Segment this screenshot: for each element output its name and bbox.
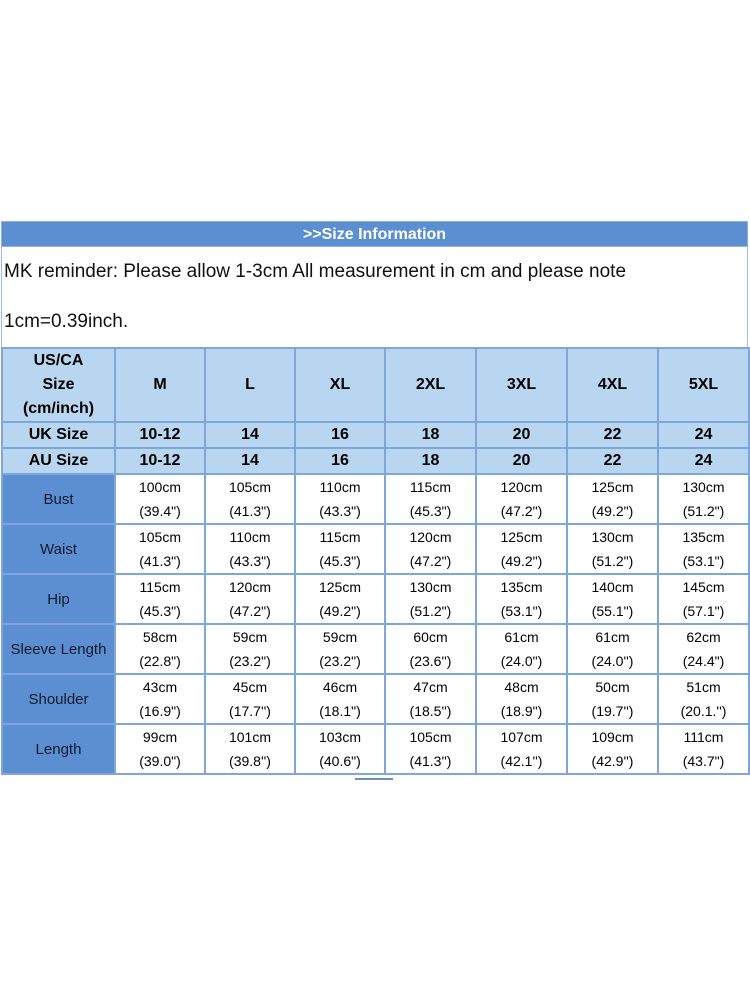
inch-value: (45.3") <box>409 503 452 519</box>
measurement-cell <box>115 724 205 774</box>
inch-value: (18.9") <box>500 703 543 719</box>
measurement-cell <box>295 474 385 524</box>
measurement-cell <box>385 524 476 574</box>
reminder-note <box>1 247 748 347</box>
cm-value: 145cm <box>682 579 725 595</box>
measurement-label: Waist <box>2 524 115 574</box>
cm-value: 105cm <box>138 529 182 545</box>
measurement-label: Hip <box>2 574 115 624</box>
cm-value: 105cm <box>228 479 272 495</box>
measurement-label: Sleeve Length <box>2 624 115 674</box>
measurement-cell <box>476 674 567 724</box>
header-label-line: Size <box>42 376 75 393</box>
size-header-cell: M <box>115 348 205 422</box>
au-size-row <box>2 448 749 474</box>
measurement-cell <box>658 524 749 574</box>
cm-value: 51cm <box>686 679 721 695</box>
cm-value: 111cm <box>683 729 724 745</box>
measurement-cell <box>567 524 658 574</box>
size-header-cell: 4XL <box>567 348 658 422</box>
inch-value: (17.7'') <box>229 703 271 719</box>
cm-value: 61cm <box>595 629 630 645</box>
inch-value: (41.3") <box>139 553 181 569</box>
inch-value: (43.3") <box>319 503 361 519</box>
inch-value: (20.1.'') <box>680 703 727 719</box>
cm-value: 103cm <box>318 729 362 745</box>
measurement-cell <box>385 574 476 624</box>
cm-value: 125cm <box>318 579 362 595</box>
size-table-body <box>2 348 749 774</box>
measurement-cell <box>205 574 295 624</box>
measurement-row <box>2 624 749 674</box>
inch-value: (19.7'') <box>591 703 634 719</box>
inch-value: (51.2") <box>591 553 634 569</box>
measurement-cell <box>476 474 567 524</box>
size-header-cell: XL <box>295 348 385 422</box>
cm-value: 46cm <box>322 679 358 695</box>
measurement-cell <box>295 674 385 724</box>
measurement-cell <box>476 724 567 774</box>
inch-value: (55.1") <box>591 603 634 619</box>
inch-value: (49.2") <box>319 603 361 619</box>
cm-value: 59cm <box>232 629 268 645</box>
size-header-cell: L <box>205 348 295 422</box>
inch-value: (41.3") <box>229 503 271 519</box>
cm-value: 115cm <box>139 579 181 595</box>
inch-value: (39.0") <box>139 753 181 769</box>
reminder-line-1: MK reminder: Please allow 1-3cm All measurement in cm and please note <box>4 261 627 282</box>
cm-value: 43cm <box>142 679 178 695</box>
measurement-cell <box>385 624 476 674</box>
inch-value: (24.4") <box>682 653 725 669</box>
size-header-cell: 2XL <box>385 348 476 422</box>
measurement-cell <box>476 524 567 574</box>
measurement-cell <box>567 474 658 524</box>
inch-value: (39.8'') <box>229 753 271 769</box>
uk-size-row-cell: 18 <box>385 422 476 448</box>
inch-value: (45.3") <box>319 553 361 569</box>
inch-value: (51.2") <box>409 603 452 619</box>
inch-value: (45.3") <box>139 603 181 619</box>
measurement-cell <box>205 724 295 774</box>
measurement-cell <box>115 674 205 724</box>
cm-value: 125cm <box>591 479 634 495</box>
inch-value: (47.2") <box>500 503 543 519</box>
measurement-cell <box>295 524 385 574</box>
cm-value: 47cm <box>413 679 448 695</box>
cm-value: 62cm <box>686 629 721 645</box>
inch-value: (49.2") <box>591 503 634 519</box>
measurement-cell <box>658 724 749 774</box>
measurement-cell <box>567 574 658 624</box>
inch-value: (49.2") <box>500 553 543 569</box>
uk-size-row-cell: 10-12 <box>115 422 205 448</box>
measurement-cell <box>115 524 205 574</box>
measurement-row <box>2 474 749 524</box>
cm-value: 120cm <box>500 479 543 495</box>
cm-value: 101cm <box>228 729 272 745</box>
inch-value: (18.1") <box>319 703 361 719</box>
size-info-title: >>Size Information <box>1 221 748 247</box>
inch-value: (16.9") <box>139 703 181 719</box>
cm-value: 99cm <box>142 729 178 745</box>
measurement-cell <box>476 574 567 624</box>
measurement-cell <box>385 674 476 724</box>
measurement-cell <box>567 674 658 724</box>
measurement-cell <box>476 624 567 674</box>
inch-value: (40.6") <box>319 753 361 769</box>
au-size-row-cell: 22 <box>567 448 658 474</box>
inch-value: (43.7") <box>682 753 725 769</box>
header-row <box>2 348 749 422</box>
size-header-cell: 5XL <box>658 348 749 422</box>
cm-value: 135cm <box>500 579 543 595</box>
measurement-cell <box>115 624 205 674</box>
cm-value: 61cm <box>504 629 539 645</box>
cm-value: 107cm <box>500 729 543 745</box>
inch-value: (47.2") <box>229 603 271 619</box>
inch-value: (53.1") <box>682 553 725 569</box>
cm-value: 115cm <box>410 479 451 495</box>
cm-value: 48cm <box>504 679 539 695</box>
measurement-cell <box>658 474 749 524</box>
cm-value: 135cm <box>682 529 725 545</box>
measurement-cell <box>295 624 385 674</box>
measurement-cell <box>205 524 295 574</box>
inch-value: (23.2") <box>319 653 361 669</box>
measurement-label: Shoulder <box>2 674 115 724</box>
cm-value: 100cm <box>138 479 182 495</box>
cm-value: 60cm <box>413 629 448 645</box>
cm-value: 105cm <box>409 729 452 745</box>
inch-value: (22.8") <box>139 653 181 669</box>
inch-value: (23.6'') <box>409 653 452 669</box>
inch-value: (41.3'') <box>409 753 452 769</box>
size-table <box>1 347 750 775</box>
inch-value: (18.5'') <box>409 703 452 719</box>
inch-value: (24.0'') <box>591 653 634 669</box>
inch-value: (57.1") <box>682 603 725 619</box>
measurement-cell <box>115 474 205 524</box>
inch-value: (24.0") <box>500 653 543 669</box>
measurement-cell <box>385 724 476 774</box>
uk-size-row-cell: 16 <box>295 422 385 448</box>
cm-value: 115cm <box>319 529 361 545</box>
uk-size-row-cell: 22 <box>567 422 658 448</box>
inch-value: (39.4") <box>139 503 181 519</box>
cm-value: 125cm <box>500 529 543 545</box>
measurement-cell <box>658 674 749 724</box>
au-size-row-cell: 24 <box>658 448 749 474</box>
size-header-cell: 3XL <box>476 348 567 422</box>
uk-size-row-cell: 14 <box>205 422 295 448</box>
measurement-cell <box>115 574 205 624</box>
au-size-row-cell: 10-12 <box>115 448 205 474</box>
inch-value: (23.2") <box>229 653 271 669</box>
measurement-label: Bust <box>2 474 115 524</box>
measurement-cell <box>658 574 749 624</box>
inch-value: (43.3") <box>229 553 271 569</box>
cm-value: 120cm <box>409 529 452 545</box>
cm-value: 130cm <box>682 479 725 495</box>
measurement-row <box>2 674 749 724</box>
header-label <box>2 348 115 422</box>
size-chart <box>1 221 748 775</box>
uk-size-row-cell: 20 <box>476 422 567 448</box>
measurement-cell <box>205 674 295 724</box>
au-size-row-cell: 16 <box>295 448 385 474</box>
header-label-line: (cm/inch) <box>22 400 95 417</box>
cm-value: 109cm <box>591 729 634 745</box>
measurement-cell <box>385 474 476 524</box>
divider-mark <box>355 778 393 780</box>
cm-value: 130cm <box>409 579 452 595</box>
au-size-row-cell: 20 <box>476 448 567 474</box>
uk-size-row <box>2 422 749 448</box>
measurement-cell <box>205 474 295 524</box>
uk-size-row-cell: 24 <box>658 422 749 448</box>
measurement-cell <box>567 624 658 674</box>
inch-value: (53.1") <box>500 603 543 619</box>
cm-value: 110cm <box>319 479 361 495</box>
reminder-line-2: 1cm=0.39inch. <box>4 311 129 332</box>
inch-value: (42.9'') <box>591 753 634 769</box>
cm-value: 45cm <box>232 679 268 695</box>
uk-size-row-label: UK Size <box>2 422 115 448</box>
cm-value: 59cm <box>322 629 358 645</box>
measurement-row <box>2 574 749 624</box>
cm-value: 50cm <box>595 679 630 695</box>
measurement-cell <box>295 574 385 624</box>
au-size-row-label: AU Size <box>2 448 115 474</box>
cm-value: 110cm <box>229 529 271 545</box>
measurement-cell <box>658 624 749 674</box>
measurement-row <box>2 524 749 574</box>
measurement-cell <box>567 724 658 774</box>
measurement-cell <box>205 624 295 674</box>
measurement-label: Length <box>2 724 115 774</box>
header-label-line: US/CA <box>33 352 84 369</box>
cm-value: 120cm <box>228 579 272 595</box>
cm-value: 140cm <box>591 579 634 595</box>
au-size-row-cell: 14 <box>205 448 295 474</box>
measurement-row <box>2 724 749 774</box>
inch-value: (47.2") <box>409 553 452 569</box>
au-size-row-cell: 18 <box>385 448 476 474</box>
cm-value: 58cm <box>142 629 178 645</box>
cm-value: 130cm <box>591 529 634 545</box>
inch-value: (51.2") <box>682 503 725 519</box>
measurement-cell <box>295 724 385 774</box>
inch-value: (42.1'') <box>500 753 543 769</box>
